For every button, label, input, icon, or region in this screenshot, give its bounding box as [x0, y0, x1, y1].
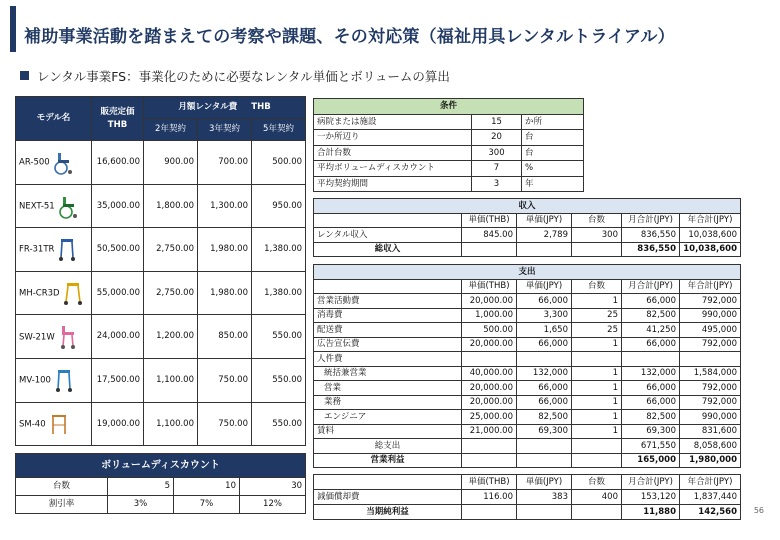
- model-name: SW-21W: [19, 332, 55, 343]
- condition-unit: %: [522, 161, 584, 177]
- table-row: [314, 366, 741, 381]
- header-price: 販売定価 THB: [92, 97, 144, 141]
- cell: 1: [572, 395, 622, 410]
- discount-cell: 12%: [240, 496, 306, 514]
- cell: 500.00: [462, 323, 517, 338]
- cell: 66,000: [622, 381, 680, 396]
- cell: 300: [572, 228, 622, 243]
- product-rental-table: [15, 96, 306, 446]
- cell: 66,000: [622, 337, 680, 352]
- condition-label: 一か所辺り: [314, 130, 472, 146]
- blank-cell: [517, 453, 572, 468]
- header-monthly-rental: 月額レンタル費 THB: [144, 97, 306, 119]
- cell: 990,000: [680, 308, 741, 323]
- cell: 383: [517, 490, 572, 505]
- cell: 792,000: [680, 337, 741, 352]
- total-row: [314, 439, 741, 454]
- model-name: NEXT-51: [19, 201, 55, 212]
- qty-cell: 10: [174, 478, 240, 496]
- blank-cell: [314, 475, 462, 490]
- wheelchair-icon: [53, 149, 73, 175]
- title-accent-bar: [10, 6, 16, 52]
- table-row: [314, 352, 741, 367]
- walker-icon: [49, 411, 69, 437]
- row-label: レンタル収入: [314, 228, 462, 243]
- rent-5y-cell: 500.00: [252, 141, 306, 185]
- condition-value: 300: [472, 145, 522, 161]
- table-row: [16, 228, 306, 272]
- walker-icon: [57, 236, 77, 262]
- cell: 142,560: [680, 505, 741, 520]
- rent-2y-cell: 900.00: [144, 141, 198, 185]
- row-label: エンジニア: [314, 410, 462, 425]
- blank-cell: [572, 439, 622, 454]
- rent-2y-cell: 2,750.00: [144, 228, 198, 272]
- blank-cell: [462, 505, 517, 520]
- row-label: 統括兼営業: [314, 366, 462, 381]
- rent-5y-cell: 550.00: [252, 315, 306, 359]
- row-label: 営業: [314, 381, 462, 396]
- rent-2y-cell: 1,100.00: [144, 358, 198, 402]
- volume-discount-title: ボリュームディスカウント: [16, 454, 306, 478]
- table-row: [314, 337, 741, 352]
- table-row: [16, 315, 306, 359]
- cell: 831,600: [680, 424, 741, 439]
- cell: 66,000: [517, 381, 572, 396]
- total-row: [314, 505, 741, 520]
- header-model: モデル名: [16, 97, 92, 141]
- rent-3y-cell: 850.00: [198, 315, 252, 359]
- cell: 66,000: [517, 395, 572, 410]
- cell: 1: [572, 337, 622, 352]
- condition-unit: か所: [522, 114, 584, 130]
- col-header: 月合計(JPY): [622, 279, 680, 294]
- row-label: 人件費: [314, 352, 462, 367]
- row-label: 割引率: [16, 496, 108, 514]
- cell: 1,000.00: [462, 308, 517, 323]
- price-cell: 24,000.00: [92, 315, 144, 359]
- cell: 1,650: [517, 323, 572, 338]
- cell: 495,000: [680, 323, 741, 338]
- cell: 21,000.00: [462, 424, 517, 439]
- cell: [517, 352, 572, 367]
- walker-icon: [63, 280, 83, 306]
- col-header: 年合計(JPY): [680, 279, 741, 294]
- cell: 792,000: [680, 381, 741, 396]
- cell: 66,000: [517, 294, 572, 309]
- col-header: 台数: [572, 213, 622, 228]
- cell: 132,000: [517, 366, 572, 381]
- discount-cell: 3%: [108, 496, 174, 514]
- qty-cell: 30: [240, 478, 306, 496]
- total-row: [314, 242, 741, 257]
- table-row: [314, 395, 741, 410]
- table-row: [16, 141, 306, 185]
- blank-cell: [517, 242, 572, 257]
- income-title: 収入: [314, 199, 741, 214]
- column-header-row: [314, 213, 741, 228]
- table-row: [314, 228, 741, 243]
- cell: 66,000: [622, 294, 680, 309]
- blank-cell: [462, 453, 517, 468]
- col-header: 月合計(JPY): [622, 213, 680, 228]
- column-header-row: [314, 475, 741, 490]
- table-row: [16, 496, 306, 514]
- condition-label: 合計台数: [314, 145, 472, 161]
- cell: 20,000.00: [462, 395, 517, 410]
- cell: 2,789: [517, 228, 572, 243]
- table-row: [314, 424, 741, 439]
- col-header: 月合計(JPY): [622, 475, 680, 490]
- table-row: [314, 381, 741, 396]
- condition-unit: 台: [522, 130, 584, 146]
- price-cell: 17,500.00: [92, 358, 144, 402]
- condition-unit: 年: [522, 176, 584, 192]
- cell: 1: [572, 294, 622, 309]
- cell: 165,000: [622, 453, 680, 468]
- col-header: 単価(JPY): [517, 475, 572, 490]
- conditions-table: [313, 98, 584, 192]
- total-label: 営業利益: [314, 453, 462, 468]
- rent-5y-cell: 1,380.00: [252, 228, 306, 272]
- cell: 1,980,000: [680, 453, 741, 468]
- cell: 25,000.00: [462, 410, 517, 425]
- qty-cell: 5: [108, 478, 174, 496]
- row-label: 配送費: [314, 323, 462, 338]
- table-row: [16, 184, 306, 228]
- col-header: 年合計(JPY): [680, 475, 741, 490]
- model-name: MV-100: [19, 375, 51, 386]
- condition-label: 病院または施設: [314, 114, 472, 130]
- cell: 82,500: [622, 308, 680, 323]
- cell: 3,300: [517, 308, 572, 323]
- cell: 845.00: [462, 228, 517, 243]
- cell: [572, 352, 622, 367]
- cell: 10,038,600: [680, 242, 741, 257]
- cell: 1: [572, 381, 622, 396]
- col-header: 年合計(JPY): [680, 213, 741, 228]
- cell: 990,000: [680, 410, 741, 425]
- page-title: 補助事業活動を踏まえての考察や課題、その対応策（福祉用具レンタルトライアル）: [24, 27, 675, 47]
- wheelchair-icon: [58, 193, 78, 219]
- cell: 1,584,000: [680, 366, 741, 381]
- table-row: [314, 410, 741, 425]
- table-row: [314, 308, 741, 323]
- table-row: [314, 490, 741, 505]
- table-row: [314, 323, 741, 338]
- header-3year: 3年契約: [198, 119, 252, 141]
- cell: 1,837,440: [680, 490, 741, 505]
- col-header: 台数: [572, 279, 622, 294]
- cell: 82,500: [517, 410, 572, 425]
- model-name: FR-31TR: [19, 244, 55, 255]
- cell: 11,880: [622, 505, 680, 520]
- cell: 69,300: [517, 424, 572, 439]
- col-header: 単価(JPY): [517, 213, 572, 228]
- table-row: [16, 271, 306, 315]
- row-label: 広告宣伝費: [314, 337, 462, 352]
- col-header: 単価(THB): [462, 475, 517, 490]
- condition-unit: 台: [522, 145, 584, 161]
- cell: [680, 352, 741, 367]
- page-subtitle: [20, 67, 450, 85]
- table-row: [314, 145, 584, 161]
- cell: 792,000: [680, 294, 741, 309]
- cell: 1: [572, 366, 622, 381]
- cell: [462, 352, 517, 367]
- rent-2y-cell: 2,750.00: [144, 271, 198, 315]
- condition-value: 20: [472, 130, 522, 146]
- rent-2y-cell: 1,100.00: [144, 402, 198, 446]
- rent-5y-cell: 550.00: [252, 402, 306, 446]
- row-label: 台数: [16, 478, 108, 496]
- condition-label: 平均契約期間: [314, 176, 472, 192]
- rent-3y-cell: 750.00: [198, 402, 252, 446]
- row-label: 営業活動費: [314, 294, 462, 309]
- cell: 66,000: [622, 395, 680, 410]
- cell: 8,058,600: [680, 439, 741, 454]
- total-label: 総収入: [314, 242, 462, 257]
- shower-chair-icon: [58, 324, 78, 350]
- col-header: 単価(THB): [462, 213, 517, 228]
- rent-2y-cell: 1,200.00: [144, 315, 198, 359]
- cell: 153,120: [622, 490, 680, 505]
- table-row: [314, 294, 741, 309]
- cell: 25: [572, 323, 622, 338]
- table-row: [314, 176, 584, 192]
- cell: 41,250: [622, 323, 680, 338]
- row-label: 減価償却費: [314, 490, 462, 505]
- cell: 82,500: [622, 410, 680, 425]
- cell: [622, 352, 680, 367]
- table-row: [314, 161, 584, 177]
- cell: 1: [572, 424, 622, 439]
- table-row: [16, 478, 306, 496]
- row-label: 賃料: [314, 424, 462, 439]
- expense-table: [313, 264, 741, 468]
- col-header: 台数: [572, 475, 622, 490]
- volume-discount-table: [15, 453, 306, 514]
- price-cell: 55,000.00: [92, 271, 144, 315]
- table-row: [16, 358, 306, 402]
- header-5year: 5年契約: [252, 119, 306, 141]
- blank-cell: [462, 242, 517, 257]
- total-label: 総支出: [314, 439, 462, 454]
- blank-cell: [517, 439, 572, 454]
- blank-cell: [314, 213, 462, 228]
- page-number: 56: [753, 506, 764, 515]
- row-label: 消毒費: [314, 308, 462, 323]
- rent-3y-cell: 700.00: [198, 141, 252, 185]
- table-row: [314, 130, 584, 146]
- rent-5y-cell: 1,380.00: [252, 271, 306, 315]
- conditions-title: 条件: [314, 99, 584, 115]
- blank-cell: [517, 505, 572, 520]
- model-name: SM-40: [19, 419, 46, 430]
- rent-2y-cell: 1,800.00: [144, 184, 198, 228]
- total-label: 当期純利益: [314, 505, 462, 520]
- price-cell: 16,600.00: [92, 141, 144, 185]
- table-row: [16, 402, 306, 446]
- condition-value: 3: [472, 176, 522, 192]
- blank-cell: [314, 279, 462, 294]
- blank-cell: [572, 505, 622, 520]
- cell: 1: [572, 410, 622, 425]
- cell: 400: [572, 490, 622, 505]
- cell: 671,550: [622, 439, 680, 454]
- rent-3y-cell: 750.00: [198, 358, 252, 402]
- cell: 836,550: [622, 242, 680, 257]
- col-header: 単価(JPY): [517, 279, 572, 294]
- discount-cell: 7%: [174, 496, 240, 514]
- income-table: [313, 198, 741, 257]
- cell: 20,000.00: [462, 337, 517, 352]
- model-name: AR-500: [19, 157, 50, 168]
- table-row: [314, 114, 584, 130]
- rent-5y-cell: 950.00: [252, 184, 306, 228]
- rent-3y-cell: 1,980.00: [198, 228, 252, 272]
- blank-cell: [462, 439, 517, 454]
- blank-cell: [572, 242, 622, 257]
- price-cell: 19,000.00: [92, 402, 144, 446]
- condition-value: 7: [472, 161, 522, 177]
- model-name: MH-CR3D: [19, 288, 60, 299]
- rent-5y-cell: 550.00: [252, 358, 306, 402]
- condition-value: 15: [472, 114, 522, 130]
- cell: 69,300: [622, 424, 680, 439]
- square-bullet-icon: [20, 71, 29, 80]
- price-cell: 50,500.00: [92, 228, 144, 272]
- cell: 25: [572, 308, 622, 323]
- rent-3y-cell: 1,980.00: [198, 271, 252, 315]
- expense-title: 支出: [314, 265, 741, 280]
- cell: 20,000.00: [462, 294, 517, 309]
- row-label: 業務: [314, 395, 462, 410]
- cell: 836,550: [622, 228, 680, 243]
- cell: 792,000: [680, 395, 741, 410]
- walker-icon: [54, 367, 74, 393]
- col-header: 単価(THB): [462, 279, 517, 294]
- price-cell: 35,000.00: [92, 184, 144, 228]
- cell: 20,000.00: [462, 381, 517, 396]
- cell: 66,000: [517, 337, 572, 352]
- operating-profit-row: [314, 453, 741, 468]
- blank-cell: [572, 453, 622, 468]
- column-header-row: [314, 279, 741, 294]
- cell: 10,038,600: [680, 228, 741, 243]
- net-profit-table: [313, 474, 741, 520]
- header-2year: 2年契約: [144, 119, 198, 141]
- rent-3y-cell: 1,300.00: [198, 184, 252, 228]
- subtitle-text: レンタル事業FS：事業化のために必要なレンタル単価とボリュームの算出: [37, 69, 450, 84]
- cell: 116.00: [462, 490, 517, 505]
- condition-label: 平均ボリュームディスカウント: [314, 161, 472, 177]
- cell: 132,000: [622, 366, 680, 381]
- cell: 40,000.00: [462, 366, 517, 381]
